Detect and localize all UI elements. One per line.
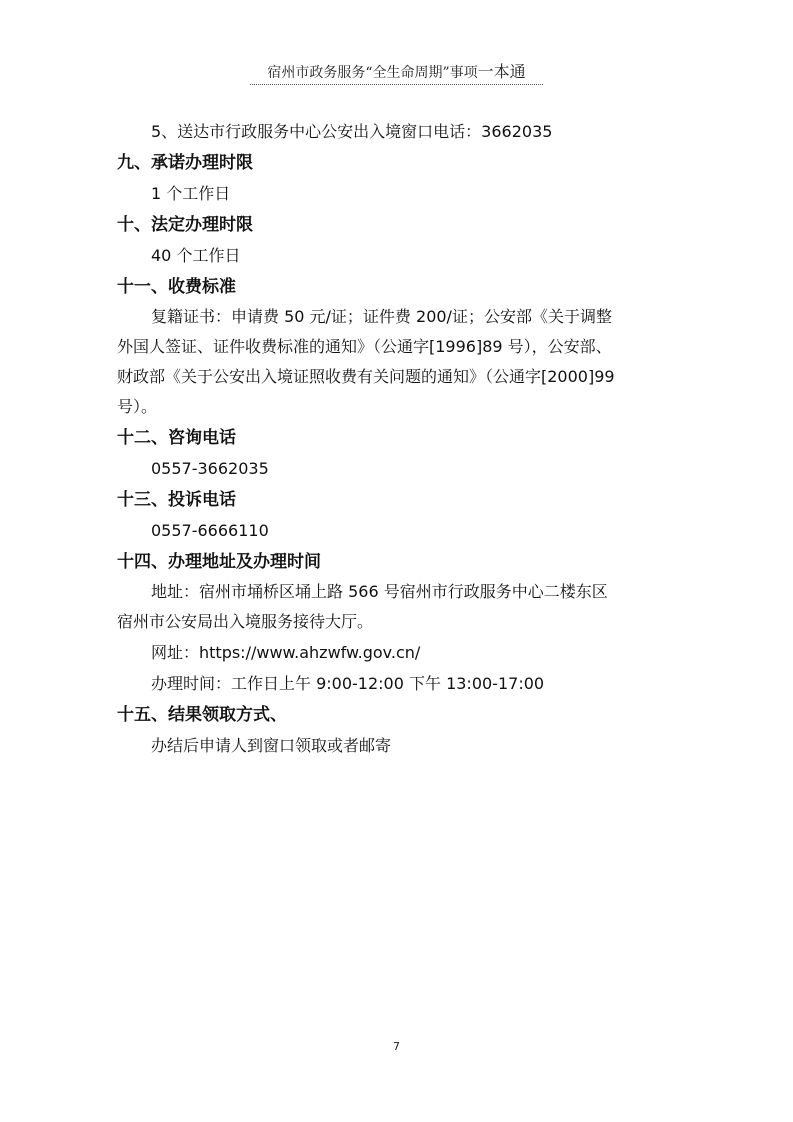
fee-paragraph-line-3: 财政部《关于公安出入境证照收费有关问题的通知》（公通字[2000]99 bbox=[117, 367, 615, 386]
complaint-phone-value: 0557-6666110 bbox=[151, 521, 269, 540]
fee-paragraph-line-4: 号）。 bbox=[117, 397, 158, 416]
fee-paragraph-line-2: 外国人签证、证件收费标准的通知》（公通字[1996]89 号），公安部、 bbox=[117, 337, 612, 356]
delivery-phone-line: 5、送达市行政服务中心公安出入境窗口电话：3662035 bbox=[151, 122, 553, 141]
section-heading-legal-time: 十、法定办理时限 bbox=[117, 215, 253, 235]
header-title-tail: 一本通 bbox=[477, 62, 526, 81]
section-heading-promised-time: 九、承诺办理时限 bbox=[117, 153, 253, 173]
section-heading-result-pickup: 十五、结果领取方式、 bbox=[117, 705, 287, 725]
page-number: 7 bbox=[393, 1040, 400, 1053]
office-hours-line: 办理时间：工作日上午 9:00-12:00 下午 13:00-17:00 bbox=[151, 674, 545, 693]
address-line-1: 地址：宿州市埇桥区埇上路 566 号宿州市行政服务中心二楼东区 bbox=[151, 582, 608, 601]
section-heading-fee-standard: 十一、收费标准 bbox=[117, 277, 236, 297]
address-line-2: 宿州市公安局出入境服务接待大厅。 bbox=[117, 612, 374, 631]
header-title: 宿州市政务服务“全生命周期”事项 bbox=[267, 65, 478, 81]
legal-time-value: 40 个工作日 bbox=[151, 246, 241, 265]
inquiry-phone-value: 0557-3662035 bbox=[151, 459, 269, 478]
header-divider bbox=[250, 84, 543, 85]
section-heading-complaint-phone: 十三、投诉电话 bbox=[117, 490, 236, 510]
promised-time-value: 1 个工作日 bbox=[151, 184, 231, 203]
fee-paragraph-line-1: 复籍证书：申请费 50 元/证；证件费 200/证；公安部《关于调整 bbox=[151, 307, 612, 326]
page-header bbox=[0, 62, 793, 83]
section-heading-inquiry-phone: 十二、咨询电话 bbox=[117, 428, 236, 448]
section-heading-address-hours: 十四、办理地址及办理时间 bbox=[117, 552, 321, 572]
result-pickup-value: 办结后申请人到窗口领取或者邮寄 bbox=[151, 736, 392, 755]
website-line: 网址：https://www.ahzwfw.gov.cn/ bbox=[151, 643, 421, 662]
